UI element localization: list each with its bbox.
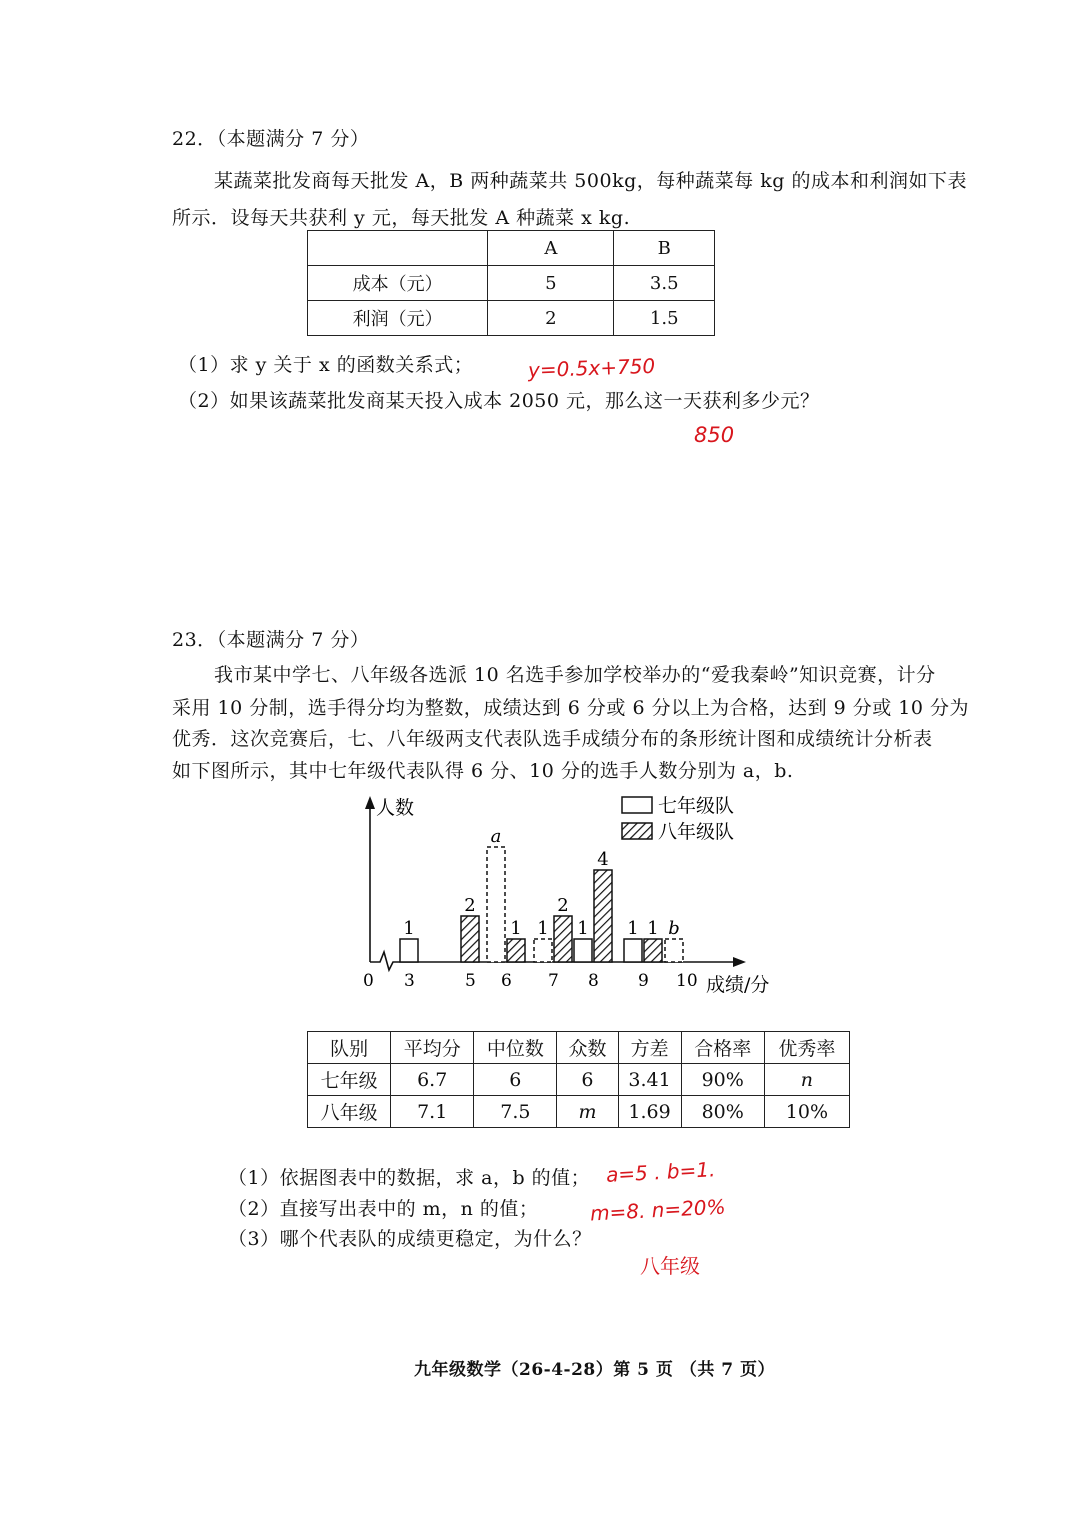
table-cell: 1.5 xyxy=(614,301,715,336)
table-cell: 平均分 xyxy=(391,1032,474,1064)
x-tick-label: 7 xyxy=(548,971,559,991)
table-cell: 合格率 xyxy=(681,1032,764,1064)
bar-grade7-3 xyxy=(400,939,418,962)
bar-grade7-9 xyxy=(624,939,642,962)
table-cell: 成本（元） xyxy=(308,266,488,301)
q23-text-line2: 采用 10 分制，选手得分均为整数，成绩达到 6 分或 6 分以上为合格，达到 9 分或 10 分为 xyxy=(172,697,970,719)
q22-handwritten-answer2: 850 xyxy=(694,423,735,447)
table-cell: 2 xyxy=(488,301,614,336)
table-cell: 6 xyxy=(474,1064,557,1096)
table-row xyxy=(308,301,715,336)
q23-handwritten-answer2: m=8. n=20% xyxy=(589,1194,727,1226)
x-tick-label: 3 xyxy=(404,971,415,991)
table-cell: 90% xyxy=(681,1064,764,1096)
bar-label-grade7-7: 1 xyxy=(537,918,549,939)
table-cell: 6.7 xyxy=(391,1064,474,1096)
table-cell: 方差 xyxy=(618,1032,681,1064)
q23-table xyxy=(307,1031,850,1128)
table-cell: 7.1 xyxy=(391,1096,474,1128)
x-tick-label: 10 xyxy=(676,971,698,991)
table-cell: 八年级 xyxy=(308,1096,391,1128)
q23-header: 23．（本题满分 7 分） xyxy=(172,629,370,651)
x-axis-label: 成绩/分 xyxy=(706,974,770,996)
bar-label-grade8-6: 1 xyxy=(510,918,522,939)
legend-label-grade7: 七年级队 xyxy=(658,795,735,817)
bar-label-grade8-5: 2 xyxy=(464,895,476,916)
table-cell: 队别 xyxy=(308,1032,391,1064)
bar-grade8-8 xyxy=(594,870,612,962)
q23-sub3: （3）哪个代表队的成绩更稳定，为什么？ xyxy=(228,1228,592,1250)
table-cell: 利润（元） xyxy=(308,301,488,336)
q23-text-line1: 我市某中学七、八年级各选派 10 名选手参加学校举办的“爱我秦岭”知识竞赛，计分 xyxy=(214,664,936,686)
q23-handwritten-answer1: a=5 . b=1. xyxy=(605,1157,716,1187)
table-cell: m xyxy=(557,1096,618,1128)
bar-grade8-6 xyxy=(507,939,525,962)
bar-grade8-9 xyxy=(644,939,662,962)
bar-label-grade7-10: b xyxy=(668,918,680,939)
bar-grade7-7 xyxy=(534,939,552,962)
legend-label-grade8: 八年级队 xyxy=(658,821,735,843)
x-axis-arrow xyxy=(733,957,746,967)
bar-chart xyxy=(340,786,790,1006)
q22-text-line2: 所示．设每天共获利 y 元，每天批发 A 种蔬菜 x kg. xyxy=(172,207,631,229)
table-cell: 5 xyxy=(488,266,614,301)
bar-label-grade8-9: 1 xyxy=(647,918,659,939)
table-row xyxy=(308,231,715,266)
bar-label-grade7-9: 1 xyxy=(627,918,639,939)
table-cell: 6 xyxy=(557,1064,618,1096)
q23-text-line4: 如下图所示，其中七年级代表队得 6 分、10 分的选手人数分别为 a，b. xyxy=(172,760,794,782)
q22-table xyxy=(307,230,715,336)
table-row xyxy=(308,1032,850,1064)
x-tick-label: 9 xyxy=(638,971,649,991)
table-cell: 中位数 xyxy=(474,1032,557,1064)
legend-swatch-grade8 xyxy=(622,823,652,839)
bar-grade7-6 xyxy=(487,847,505,962)
table-cell: A xyxy=(488,231,614,266)
page-footer: 九年级数学（26-4-28）第 5 页 （共 7 页） xyxy=(414,1360,776,1380)
bar-label-grade8-8: 4 xyxy=(597,849,609,870)
table-cell xyxy=(308,231,488,266)
origin-label: 0 xyxy=(363,971,374,991)
table-cell: 3.5 xyxy=(614,266,715,301)
table-cell: 80% xyxy=(681,1096,764,1128)
q22-sub2: （2）如果该蔬菜批发商某天投入成本 2050 元，那么这一天获利多少元？ xyxy=(178,390,820,412)
q23-sub2: （2）直接写出表中的 m，n 的值； xyxy=(228,1198,539,1220)
y-axis-label: 人数 xyxy=(376,797,415,819)
table-cell: 7.5 xyxy=(474,1096,557,1128)
legend-swatch-grade7 xyxy=(622,797,652,813)
table-cell: 3.41 xyxy=(618,1064,681,1096)
q22-handwritten-answer1: y=0.5x+750 xyxy=(527,353,656,383)
table-row xyxy=(308,1064,850,1096)
q22-sub1: （1）求 y 关于 x 的函数关系式； xyxy=(178,354,474,376)
table-cell: 众数 xyxy=(557,1032,618,1064)
bar-grade8-5 xyxy=(461,916,479,962)
x-tick-label: 5 xyxy=(465,971,476,991)
table-cell: B xyxy=(614,231,715,266)
table-cell: 1.69 xyxy=(618,1096,681,1128)
bar-grade8-7 xyxy=(554,916,572,962)
q22-header: 22．（本题满分 7 分） xyxy=(172,128,370,150)
bar-grade7-8 xyxy=(574,939,592,962)
q23-handwritten-answer3: 八年级 xyxy=(640,1254,700,1278)
y-axis-arrow xyxy=(365,796,375,809)
table-cell: n xyxy=(764,1064,849,1096)
bar-label-grade7-3: 1 xyxy=(403,918,415,939)
table-cell: 优秀率 xyxy=(764,1032,849,1064)
bar-label-grade8-7: 2 xyxy=(557,895,569,916)
bar-label-grade7-6: a xyxy=(490,826,502,847)
table-cell: 10% xyxy=(764,1096,849,1128)
q22-text-line1: 某蔬菜批发商每天批发 A，B 两种蔬菜共 500kg，每种蔬菜每 kg 的成本和利润如下表 xyxy=(214,170,967,192)
bar-label-grade7-8: 1 xyxy=(577,918,589,939)
table-row xyxy=(308,1096,850,1128)
x-tick-label: 6 xyxy=(501,971,512,991)
table-cell: 七年级 xyxy=(308,1064,391,1096)
q23-text-line3: 优秀．这次竞赛后，七、八年级两支代表队选手成绩分布的条形统计图和成绩统计分析表 xyxy=(172,728,933,750)
q23-sub1: （1）依据图表中的数据，求 a，b 的值； xyxy=(228,1167,591,1189)
x-tick-label: 8 xyxy=(588,971,599,991)
bar-grade7-10 xyxy=(665,939,683,962)
table-row xyxy=(308,266,715,301)
